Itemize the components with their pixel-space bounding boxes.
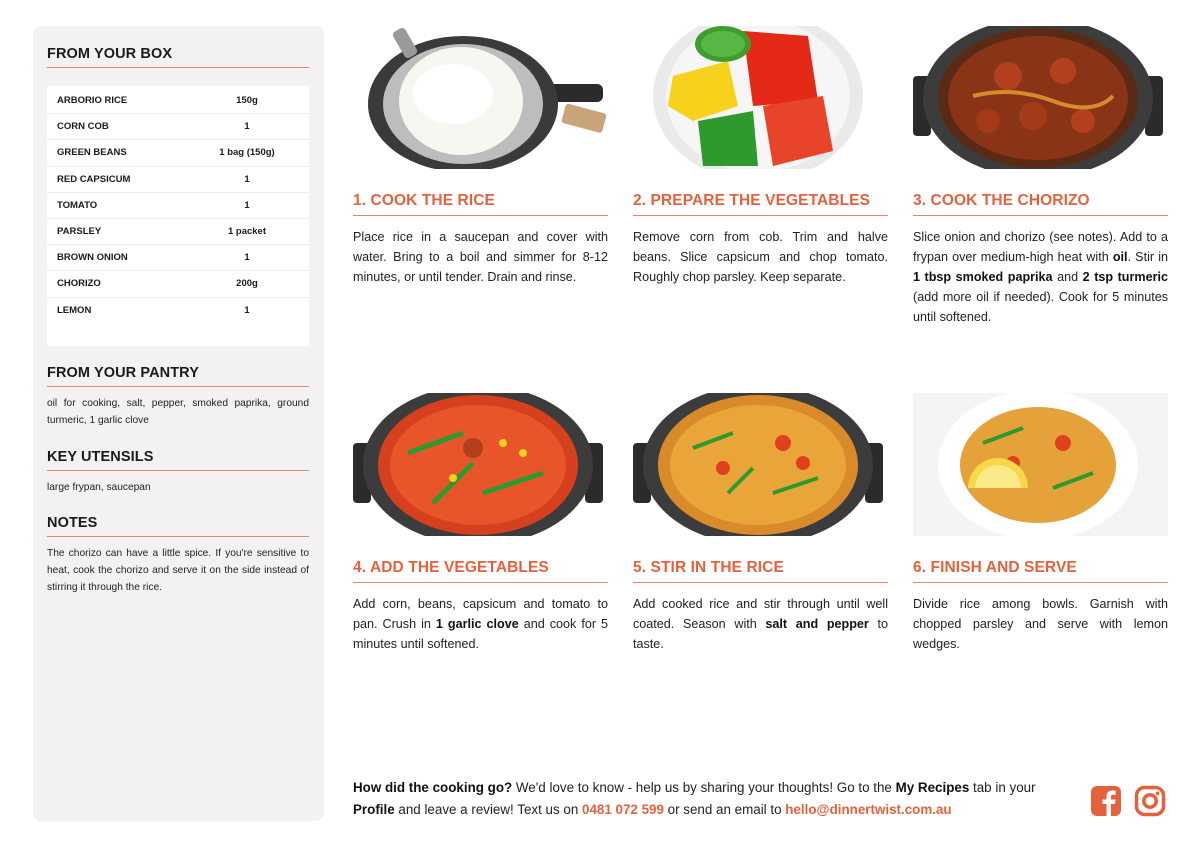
footer-emphasis: How did the cooking go? (353, 780, 513, 795)
ingredient-name: RED CAPSICUM (57, 173, 131, 185)
step-text-emphasis: 1 garlic clove (435, 617, 519, 631)
facebook-icon[interactable] (1090, 785, 1122, 817)
ingredient-name: ARBORIO RICE (57, 95, 128, 107)
step-4 (353, 393, 608, 654)
ingredient-name: LEMON (57, 305, 92, 317)
footer-text: and leave a review! Text us on (394, 801, 583, 817)
step-title: 5. STIR IN THE RICE (633, 559, 888, 583)
step-text-emphasis: 2 tsp turmeric (1082, 270, 1169, 284)
ingredient-qty: 150g (236, 95, 258, 107)
step-text-emphasis: 1 tbsp smoked paprika (913, 270, 1053, 284)
ingredient-name: TOMATO (57, 199, 98, 211)
step-text-segment: Add cooked rice and stir through until well coated. Season with (633, 597, 888, 631)
plated-paella-photo (913, 393, 1168, 536)
ingredient-table (47, 86, 309, 346)
step-text (633, 227, 888, 287)
step-5 (633, 393, 888, 654)
chorizo-in-frypan-photo (913, 26, 1168, 169)
step-text-segment: Add corn, beans, capsicum and tomato to pan. Crush in (353, 597, 608, 631)
step-text-segment: and (1052, 270, 1083, 284)
chopped-vegetables-photo (633, 26, 888, 169)
step-title: 1. COOK THE RICE (353, 192, 608, 216)
feedback-footer (353, 777, 1073, 820)
from-your-pantry-heading: FROM YOUR PANTRY (47, 365, 309, 387)
step-text-segment: Remove corn from cob. Trim and halve beans. Slice capsicum and chop tomato. Roughly chop parsley. Keep separate. (633, 230, 888, 284)
step-title: 2. PREPARE THE VEGETABLES (633, 192, 888, 216)
ingredient-name: GREEN BEANS (57, 147, 127, 159)
step-1 (353, 26, 608, 287)
step-title: 4. ADD THE VEGETABLES (353, 559, 608, 583)
vegetables-in-frypan-photo (353, 393, 608, 536)
ingredient-name: PARSLEY (57, 226, 102, 238)
rice-in-strainer-photo (353, 26, 608, 169)
ingredient-qty: 1 (244, 252, 250, 264)
ingredients-sidebar (33, 26, 324, 821)
step-title: 3. COOK THE CHORIZO (913, 192, 1168, 216)
footer-text: tab in your (969, 780, 1036, 795)
step-3 (913, 26, 1168, 327)
footer-emphasis: My Recipes (895, 780, 970, 795)
step-text (353, 227, 608, 287)
ingredient-row (47, 271, 309, 297)
footer-text: We'd love to know - help us by sharing your thoughts! Go to the (512, 780, 896, 795)
step-text (633, 594, 888, 654)
step-text-segment: Slice onion and chorizo (see notes). Add to a frypan over medium-high heat with (913, 230, 1168, 264)
pantry-text: oil for cooking, salt, pepper, smoked paprika, ground turmeric, 1 garlic clove (47, 398, 309, 426)
ingredient-name: CORN COB (57, 121, 109, 133)
footer-text: or send an email to (663, 801, 786, 817)
ingredient-row (47, 298, 309, 324)
ingredient-qty: 1 (244, 121, 250, 133)
utensils-text: large frypan, saucepan (47, 482, 151, 493)
ingredient-row (47, 114, 309, 140)
ingredient-qty: 1 (244, 173, 250, 185)
step-text-segment: and cook for 5 minutes until softened. (353, 617, 609, 651)
notes-heading: NOTES (47, 515, 309, 537)
rice-in-frypan-photo (633, 393, 888, 536)
step-text (353, 594, 608, 654)
ingredient-qty: 1 packet (227, 226, 267, 238)
phone-number-link[interactable]: 0481 072 599 (582, 801, 664, 817)
ingredient-qty: 1 (244, 305, 250, 317)
ingredient-name: BROWN ONION (57, 252, 128, 264)
notes-text: The chorizo can have a little spice. If you're sensitive to heat, cook the chorizo and serve it on the side instead of stirring it through the rice. (47, 548, 309, 593)
step-6 (913, 393, 1168, 654)
step-text-segment: Place rice in a saucepan and cover with water. Bring to a boil and simmer for 8-12 minutes, or until tender. Drain and rinse. (353, 230, 608, 284)
ingredient-row (47, 245, 309, 271)
step-text-segment: to taste. (633, 617, 888, 651)
ingredient-qty: 1 bag (150g) (219, 147, 275, 159)
instagram-icon[interactable] (1134, 785, 1166, 817)
ingredient-row (47, 219, 309, 245)
step-text (913, 227, 1168, 327)
step-title: 6. FINISH AND SERVE (913, 559, 1168, 583)
ingredient-name: CHORIZO (57, 278, 101, 290)
ingredient-row (47, 140, 309, 166)
ingredient-row (47, 167, 309, 193)
step-text-segment: Divide rice among bowls. Garnish with chopped parsley and serve with lemon wedges. (913, 597, 1168, 651)
step-text-emphasis: salt and pepper (765, 617, 869, 631)
key-utensils-heading: KEY UTENSILS (47, 449, 309, 471)
email-link[interactable]: hello@dinnertwist.com.au (785, 801, 952, 817)
step-2 (633, 26, 888, 287)
footer-emphasis: Profile (353, 801, 395, 817)
ingredient-row (47, 193, 309, 219)
from-your-box-heading: FROM YOUR BOX (47, 46, 309, 68)
step-text-segment: . Stir in (1127, 250, 1168, 264)
ingredient-qty: 200g (236, 278, 258, 290)
step-text-segment: (add more oil if needed). Cook for 5 minutes until softened. (913, 290, 1168, 324)
ingredient-qty: 1 (244, 199, 250, 211)
step-text (913, 594, 1168, 654)
step-text-emphasis: oil (1112, 250, 1128, 264)
ingredient-row (47, 88, 309, 114)
